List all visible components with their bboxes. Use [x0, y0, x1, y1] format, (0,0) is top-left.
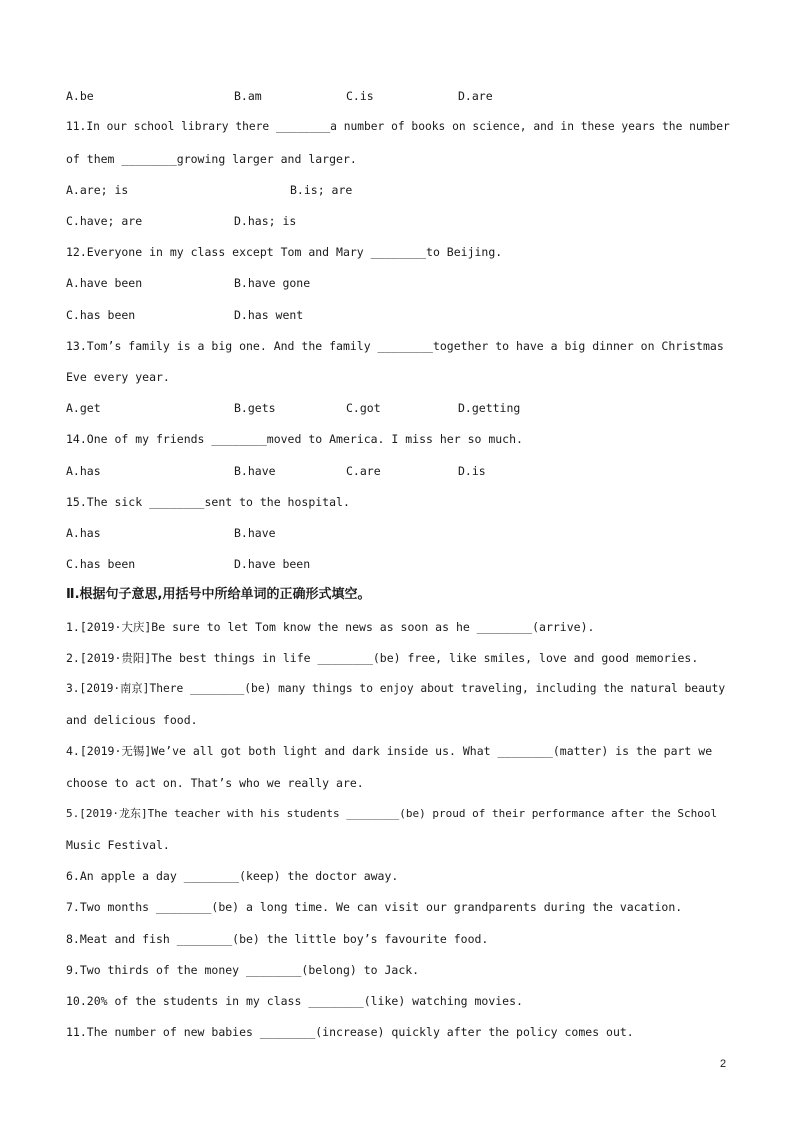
fill-item-3-line-2: and delicious food.	[66, 713, 198, 727]
option-c: C.are	[346, 464, 381, 478]
fill-item-5-line-2: Music Festival.	[66, 838, 170, 852]
option-a: A.has	[66, 526, 101, 540]
option-d: D.getting	[458, 401, 521, 415]
q15-options-row-2	[66, 556, 730, 572]
option-c: C.have; are	[66, 214, 143, 228]
option-c: C.has been	[66, 308, 136, 322]
option-a: A.get	[66, 401, 101, 415]
q11-options-row-1	[66, 182, 730, 198]
option-d: D.is	[458, 464, 486, 478]
question-13-line-2: Eve every year.	[66, 370, 170, 384]
option-d: D.has; is	[234, 214, 297, 228]
fill-item-7: 7.Two months ________(be) a long time. We can visit our grandparents during the vacation.	[66, 900, 683, 914]
option-b: B.am	[234, 89, 262, 103]
fill-item-5-line-1: 5.[2019·龙东]The teacher with his students ________(be) proud of their performance after the School	[66, 807, 718, 820]
fill-item-3-line-1: 3.[2019·南京]There ________(be) many things to enjoy about traveling, including the natural beauty	[66, 682, 726, 695]
option-b: B.have gone	[234, 276, 311, 290]
fill-item-2: 2.[2019·贵阳]The best things in life ________(be) free, like smiles, love and good memories.	[66, 651, 699, 665]
option-b: B.gets	[234, 401, 276, 415]
option-a: A.has	[66, 464, 101, 478]
question-11-line-2: of them ________growing larger and larger.	[66, 152, 357, 166]
question-13-line-1: 13.Tom’s family is a big one. And the family ________together to have a big dinner on Christmas	[66, 339, 724, 353]
option-c: C.got	[346, 401, 381, 415]
option-d: D.have been	[234, 557, 311, 571]
fill-item-10: 10.20% of the students in my class ________(like) watching movies.	[66, 994, 523, 1008]
option-b: B.have	[234, 464, 276, 478]
option-b: B.have	[234, 526, 276, 540]
question-12-line-1: 12.Everyone in my class except Tom and Mary ________to Beijing.	[66, 245, 503, 259]
fill-item-8: 8.Meat and fish ________(be) the little boy’s favourite food.	[66, 932, 489, 946]
fill-item-11: 11.The number of new babies ________(increase) quickly after the policy comes out.	[66, 1025, 634, 1039]
q10-options	[66, 88, 730, 104]
option-a: A.be	[66, 89, 94, 103]
fill-item-4-line-2: choose to act on. That’s who we really are.	[66, 776, 364, 790]
q11-options-row-2	[66, 213, 730, 229]
fill-item-4-line-1: 4.[2019·无锡]We’ve all got both light and dark inside us. What ________(matter) is the part we	[66, 744, 713, 758]
option-c: C.is	[346, 89, 374, 103]
q12-options-row-1	[66, 275, 730, 291]
question-11-line-1: 11.In our school library there ________a number of books on science, and in these years the number	[66, 120, 730, 133]
q12-options-row-2	[66, 307, 730, 323]
option-c: C.has been	[66, 557, 136, 571]
question-15-line-1: 15.The sick ________sent to the hospital.	[66, 495, 350, 509]
option-a: A.are; is	[66, 183, 129, 197]
fill-item-1: 1.[2019·大庆]Be sure to let Tom know the news as soon as he ________(arrive).	[66, 620, 595, 634]
q15-options-row-1	[66, 525, 730, 541]
section-2-heading: Ⅱ.根据句子意思,用括号中所给单词的正确形式填空。	[66, 587, 371, 602]
question-14-line-1: 14.One of my friends ________moved to America. I miss her so much.	[66, 432, 523, 446]
fill-item-6: 6.An apple a day ________(keep) the doctor away.	[66, 869, 399, 883]
fill-item-9: 9.Two thirds of the money ________(belong) to Jack.	[66, 963, 420, 977]
page-number: 2	[720, 1058, 727, 1070]
q13-options	[66, 400, 730, 416]
option-a: A.have been	[66, 276, 143, 290]
option-b: B.is; are	[290, 183, 353, 197]
option-d: D.are	[458, 89, 493, 103]
q14-options	[66, 463, 730, 479]
option-d: D.has went	[234, 308, 304, 322]
